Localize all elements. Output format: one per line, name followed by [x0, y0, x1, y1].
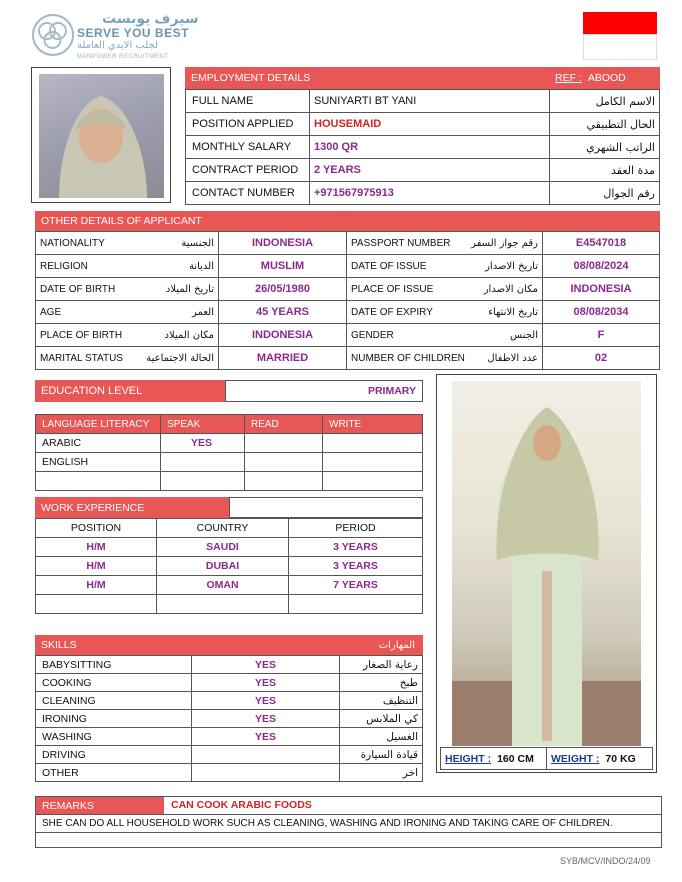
company-logo	[30, 12, 200, 62]
employment-value: HOUSEMAID	[310, 113, 550, 136]
other-right-arabic: الجنس	[509, 329, 538, 341]
language-row	[36, 472, 423, 491]
skill-value	[192, 764, 340, 782]
skill-arabic: رعاية الصغار	[340, 656, 423, 674]
other-left-value: INDONESIA	[219, 232, 347, 255]
work-column-header: POSITION	[36, 519, 157, 538]
work-country: SAUDI	[157, 538, 289, 557]
other-details-table	[35, 231, 660, 370]
skill-row	[36, 656, 423, 674]
skill-name: OTHER	[36, 764, 192, 782]
other-right-label-cell	[347, 278, 543, 301]
employment-arabic-label: الحال التطبيقي	[550, 113, 660, 136]
employment-arabic-label: رقم الجوال	[550, 182, 660, 205]
employment-arabic-label: مدة العقد	[550, 159, 660, 182]
skill-name: BABYSITTING	[36, 656, 192, 674]
skills-header	[35, 635, 423, 655]
work-country: OMAN	[157, 576, 289, 595]
employment-row	[186, 90, 660, 113]
other-right-value: 02	[543, 347, 660, 370]
other-right-label-wrap	[347, 353, 542, 364]
language-read	[245, 434, 323, 453]
education-level-label: EDUCATION LEVEL	[35, 380, 225, 402]
other-right-label: PASSPORT NUMBER	[351, 237, 451, 249]
full-body-silhouette-icon	[452, 381, 641, 746]
other-right-label: GENDER	[351, 329, 394, 341]
work-column-header: PERIOD	[289, 519, 423, 538]
skill-name: DRIVING	[36, 746, 192, 764]
other-right-arabic: مكان الاصدار	[483, 283, 538, 295]
applicant-portrait-frame	[31, 67, 171, 203]
other-left-label-cell	[36, 278, 219, 301]
work-row	[36, 595, 423, 614]
skill-row	[36, 728, 423, 746]
education-level-value: PRIMARY	[367, 385, 416, 397]
other-left-label-cell	[36, 255, 219, 278]
skill-name: WASHING	[36, 728, 192, 746]
other-left-label-wrap	[36, 353, 218, 364]
skill-arabic: قيادة السيارة	[340, 746, 423, 764]
other-left-label-wrap	[36, 238, 218, 249]
portrait-silhouette-icon	[39, 74, 164, 198]
other-right-label-wrap	[347, 238, 542, 249]
other-left-label-wrap	[36, 307, 218, 318]
employment-label: POSITION APPLIED	[186, 113, 310, 136]
employment-value: 2 YEARS	[310, 159, 550, 182]
employment-row	[186, 136, 660, 159]
other-left-label-cell	[36, 301, 219, 324]
other-left-label-cell	[36, 347, 219, 370]
ref-value: ABOOD	[587, 72, 626, 84]
skills-table	[35, 655, 423, 782]
logo-english-title: SERVE YOU BEST	[77, 26, 189, 40]
work-position	[36, 595, 157, 614]
employment-arabic-label: الراتب الشهري	[550, 136, 660, 159]
other-right-value: INDONESIA	[543, 278, 660, 301]
employment-label: CONTACT NUMBER	[186, 182, 310, 205]
language-table	[35, 414, 423, 491]
ref-header	[549, 67, 660, 89]
employment-table	[185, 89, 660, 205]
other-left-value: 26/05/1980	[219, 278, 347, 301]
skill-value	[192, 746, 340, 764]
other-details-row	[36, 324, 660, 347]
other-right-label: DATE OF ISSUE	[351, 260, 427, 272]
skill-value: YES	[192, 728, 340, 746]
other-left-label: RELIGION	[40, 260, 88, 272]
language-write	[323, 434, 423, 453]
other-details-row	[36, 347, 660, 370]
language-write	[323, 453, 423, 472]
other-details-row	[36, 278, 660, 301]
language-row	[36, 434, 423, 453]
logo-arabic-subtitle: لجلب الايدي العاملة	[77, 40, 159, 51]
remarks-value: CAN COOK ARABIC FOODS	[171, 799, 312, 811]
skill-arabic: التنظيف	[340, 692, 423, 710]
other-right-value: 08/08/2034	[543, 301, 660, 324]
work-column-header: COUNTRY	[157, 519, 289, 538]
employment-label: FULL NAME	[186, 90, 310, 113]
work-period	[289, 595, 423, 614]
employment-details-title: EMPLOYMENT DETAILS	[191, 72, 311, 84]
other-left-label-wrap	[36, 330, 218, 341]
language-header-cell: LANGUAGE LITERACY	[36, 415, 161, 434]
employment-value: +971567975913	[310, 182, 550, 205]
ref-label: REF :	[555, 72, 582, 84]
work-position: H/M	[36, 557, 157, 576]
height-cell	[441, 748, 547, 769]
other-right-label-cell	[347, 232, 543, 255]
other-left-arabic: تاريخ الميلاد	[165, 283, 214, 295]
other-right-arabic: تاريخ الاصدار	[485, 260, 538, 272]
employment-details-header	[185, 67, 549, 89]
remarks-label: REMARKS	[36, 797, 164, 814]
employment-value: SUNIYARTI BT YANI	[310, 90, 550, 113]
logo-arabic-title: سيرف يوبست	[102, 10, 199, 26]
language-header-cell: READ	[245, 415, 323, 434]
language-header-cell: SPEAK	[161, 415, 245, 434]
logo-english-subtitle: MANPOWER RECRUITMENT	[77, 54, 169, 60]
other-right-label: NUMBER OF CHILDREN	[351, 352, 465, 364]
employment-label: CONTRACT PERIOD	[186, 159, 310, 182]
language-speak	[161, 453, 245, 472]
skill-arabic: كي الملابس	[340, 710, 423, 728]
other-left-label: NATIONALITY	[40, 237, 105, 249]
other-details-title: OTHER DETAILS OF APPLICANT	[41, 215, 202, 227]
work-period: 3 YEARS	[289, 557, 423, 576]
work-period: 7 YEARS	[289, 576, 423, 595]
work-row	[36, 576, 423, 595]
skill-row	[36, 674, 423, 692]
other-left-value: INDONESIA	[219, 324, 347, 347]
other-left-value: MARRIED	[219, 347, 347, 370]
flag-bottom-stripe	[583, 34, 657, 60]
employment-row	[186, 113, 660, 136]
skill-arabic: الغسيل	[340, 728, 423, 746]
other-details-row	[36, 255, 660, 278]
skill-name: CLEANING	[36, 692, 192, 710]
employment-label: MONTHLY SALARY	[186, 136, 310, 159]
work-period: 3 YEARS	[289, 538, 423, 557]
work-columns-row	[36, 519, 423, 538]
work-country: DUBAI	[157, 557, 289, 576]
other-right-label-wrap	[347, 307, 542, 318]
height-value: 160 CM	[497, 752, 534, 765]
other-right-label: PLACE OF ISSUE	[351, 283, 434, 295]
other-left-value: MUSLIM	[219, 255, 347, 278]
skill-value: YES	[192, 674, 340, 692]
language-header-cell: WRITE	[323, 415, 423, 434]
logo-rings-icon	[34, 16, 72, 54]
language-read	[245, 472, 323, 491]
skill-row	[36, 764, 423, 782]
other-right-value: F	[543, 324, 660, 347]
other-right-label-cell	[347, 324, 543, 347]
work-country	[157, 595, 289, 614]
document-code: SYB/MCV/INDO/24/09	[560, 856, 651, 866]
weight-label: WEIGHT :	[551, 752, 600, 765]
skill-row	[36, 710, 423, 728]
other-details-row	[36, 301, 660, 324]
work-position: H/M	[36, 576, 157, 595]
employment-arabic-label: الاسم الكامل	[550, 90, 660, 113]
other-right-value: E4547018	[543, 232, 660, 255]
other-left-label: PLACE OF BIRTH	[40, 329, 123, 341]
remarks-divider-2	[36, 832, 661, 833]
skill-name: COOKING	[36, 674, 192, 692]
language-read	[245, 453, 323, 472]
other-right-label: DATE OF EXPIRY	[351, 306, 433, 318]
other-right-value: 08/08/2024	[543, 255, 660, 278]
other-right-arabic: رقم جواز السفر	[471, 237, 538, 249]
other-left-arabic: الحالة الاجتماعية	[146, 352, 214, 364]
employment-value: 1300 QR	[310, 136, 550, 159]
skill-value: YES	[192, 656, 340, 674]
remarks-text: SHE CAN DO ALL HOUSEHOLD WORK SUCH AS CLEANING, WASHING AND IRONING AND TAKING CARE OF CHILDREN.	[42, 818, 613, 829]
remarks-box	[35, 796, 662, 848]
employment-row	[186, 159, 660, 182]
skills-title: SKILLS	[41, 639, 77, 651]
measurements-row	[440, 747, 653, 770]
height-label: HEIGHT :	[445, 752, 492, 765]
language-row	[36, 453, 423, 472]
flag-top-stripe	[583, 12, 657, 34]
work-experience-header-blank	[229, 497, 423, 518]
skill-value: YES	[192, 710, 340, 728]
other-right-label-wrap	[347, 284, 542, 295]
weight-value: 70 KG	[605, 752, 636, 765]
other-right-arabic: عدد الاطفال	[487, 352, 538, 364]
language-speak	[161, 472, 245, 491]
other-left-arabic: مكان الميلاد	[164, 329, 214, 341]
skills-title-arabic: المهارات	[378, 639, 415, 651]
skill-name: IRONING	[36, 710, 192, 728]
skill-arabic: اخر	[340, 764, 423, 782]
other-left-arabic: العمر	[192, 306, 214, 318]
other-right-label-wrap	[347, 330, 542, 341]
language-speak: YES	[161, 434, 245, 453]
skill-row	[36, 692, 423, 710]
work-experience-header: WORK EXPERIENCE	[35, 497, 229, 518]
language-name: ARABIC	[36, 434, 161, 453]
language-name: ENGLISH	[36, 453, 161, 472]
other-left-label-cell	[36, 324, 219, 347]
language-name	[36, 472, 161, 491]
skill-arabic: طبخ	[340, 674, 423, 692]
work-row	[36, 557, 423, 576]
remarks-divider	[36, 814, 661, 815]
other-left-label-wrap	[36, 284, 218, 295]
other-left-arabic: الديانة	[188, 260, 214, 272]
weight-cell	[547, 748, 652, 769]
other-left-value: 45 YEARS	[219, 301, 347, 324]
other-left-label: MARITAL STATUS	[40, 352, 123, 364]
applicant-full-photo-frame	[436, 374, 657, 773]
employment-row	[186, 182, 660, 205]
applicant-full-photo	[452, 381, 641, 746]
work-position: H/M	[36, 538, 157, 557]
work-row	[36, 538, 423, 557]
other-left-label-cell	[36, 232, 219, 255]
skill-row	[36, 746, 423, 764]
education-level-value-box	[225, 380, 423, 402]
other-left-label: AGE	[40, 306, 62, 318]
other-left-label: DATE OF BIRTH	[40, 283, 116, 295]
other-details-row	[36, 232, 660, 255]
other-details-header	[35, 211, 660, 231]
skill-value: YES	[192, 692, 340, 710]
other-left-arabic: الجنسية	[181, 237, 214, 249]
other-left-label-wrap	[36, 261, 218, 272]
other-right-label-cell	[347, 347, 543, 370]
other-right-arabic: تاريخ الانتهاء	[488, 306, 538, 318]
other-right-label-wrap	[347, 261, 542, 272]
applicant-portrait-photo	[39, 74, 164, 198]
language-write	[323, 472, 423, 491]
other-right-label-cell	[347, 301, 543, 324]
other-right-label-cell	[347, 255, 543, 278]
language-header-row	[36, 415, 423, 434]
work-experience-table	[35, 518, 423, 614]
logo-mark-icon	[32, 14, 74, 56]
